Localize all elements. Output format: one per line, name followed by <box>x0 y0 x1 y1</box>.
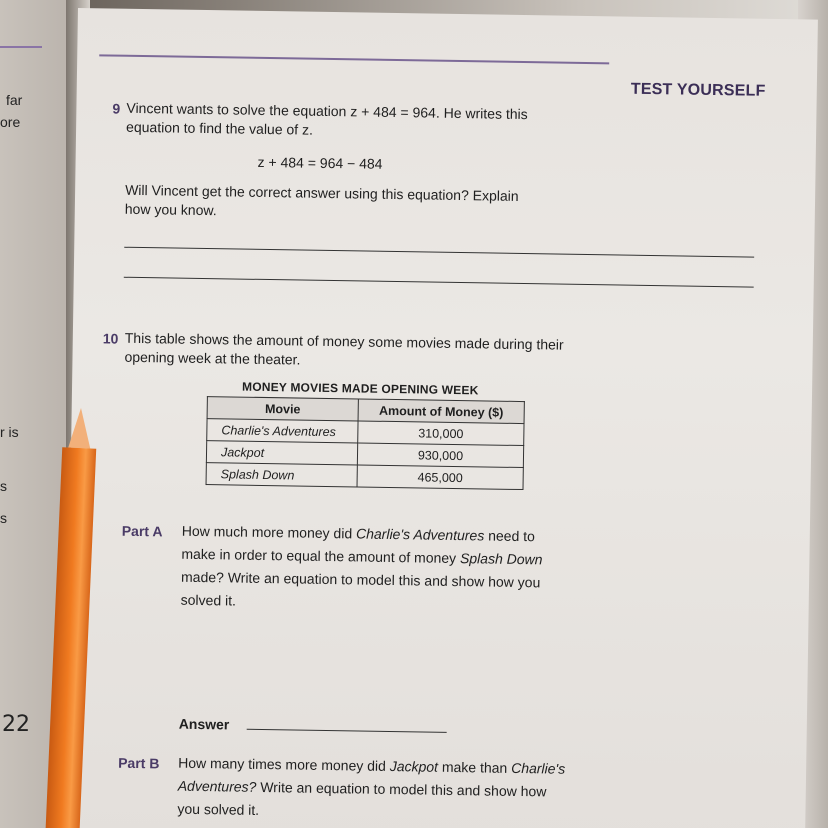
text-run: make than <box>437 758 512 776</box>
equation: z + 484 = 964 − 484 <box>257 153 383 172</box>
money-table <box>206 396 525 490</box>
section-heading: TEST YOURSELF <box>630 80 766 100</box>
handwritten-mark: 22 <box>2 712 30 737</box>
pencil-tip <box>68 408 92 449</box>
table-title: MONEY MOVIES MADE OPENING WEEK <box>241 379 479 398</box>
part-b-text <box>178 777 547 802</box>
amount-cell: 465,000 <box>357 465 523 490</box>
movie-title: Charlie's <box>511 759 566 777</box>
question-number: 10 <box>102 330 119 347</box>
question-number: 9 <box>112 100 121 117</box>
text-run: How many times more money did <box>178 754 390 774</box>
question-text: This table shows the amount of money some movies made during their <box>124 329 564 353</box>
answer-label: Answer <box>178 715 230 733</box>
left-fragment: s <box>0 510 7 526</box>
question-text: equation to find the value of z. <box>126 118 314 138</box>
part-a-text: made? Write an equation to model this and show how you <box>180 568 541 591</box>
question-text: Vincent wants to solve the equation z + 484 = 964. He writes this <box>126 99 528 123</box>
part-a-label: Part A <box>121 522 163 540</box>
movie-title: Jackpot <box>389 757 439 775</box>
movie-cell: Splash Down <box>206 463 357 487</box>
left-fragment: s <box>0 478 7 494</box>
movie-title: Splash Down <box>459 550 543 568</box>
header-rule <box>99 54 609 64</box>
table-row <box>206 463 523 490</box>
movie-title: Charlie's Adventures <box>355 525 485 544</box>
left-fragment: ore <box>0 114 21 130</box>
movie-cell: Charlie's Adventures <box>207 419 358 443</box>
part-b-text: you solved it. <box>177 800 260 818</box>
answer-line[interactable] <box>247 729 447 733</box>
question-text: how you know. <box>124 200 217 219</box>
text-run: How much more money did <box>181 522 357 542</box>
part-a-text <box>182 522 535 547</box>
part-b-text <box>178 754 565 779</box>
answer-line[interactable] <box>124 277 754 288</box>
column-header: Amount of Money ($) <box>358 399 524 424</box>
left-page-rule <box>0 46 42 48</box>
part-a-text: solved it. <box>180 591 237 609</box>
left-fragment: r is <box>0 424 19 440</box>
text-run: make in order to equal the amount of money <box>181 545 461 567</box>
worksheet-page <box>65 8 818 828</box>
answer-line[interactable] <box>124 247 754 258</box>
movie-title: Adventures? <box>177 777 257 795</box>
text-run: Write an equation to model this and show how <box>256 778 547 800</box>
text-run: need to <box>484 527 536 545</box>
question-text: opening week at the theater. <box>124 348 301 368</box>
column-header: Movie <box>207 397 358 421</box>
part-b-label: Part B <box>118 754 160 772</box>
movie-cell: Jackpot <box>206 441 357 465</box>
amount-cell: 930,000 <box>357 443 523 468</box>
left-fragment: far <box>6 92 23 108</box>
part-a-text <box>181 545 542 570</box>
question-text: Will Vincent get the correct answer using this equation? Explain <box>125 181 519 204</box>
amount-cell: 310,000 <box>358 421 524 446</box>
